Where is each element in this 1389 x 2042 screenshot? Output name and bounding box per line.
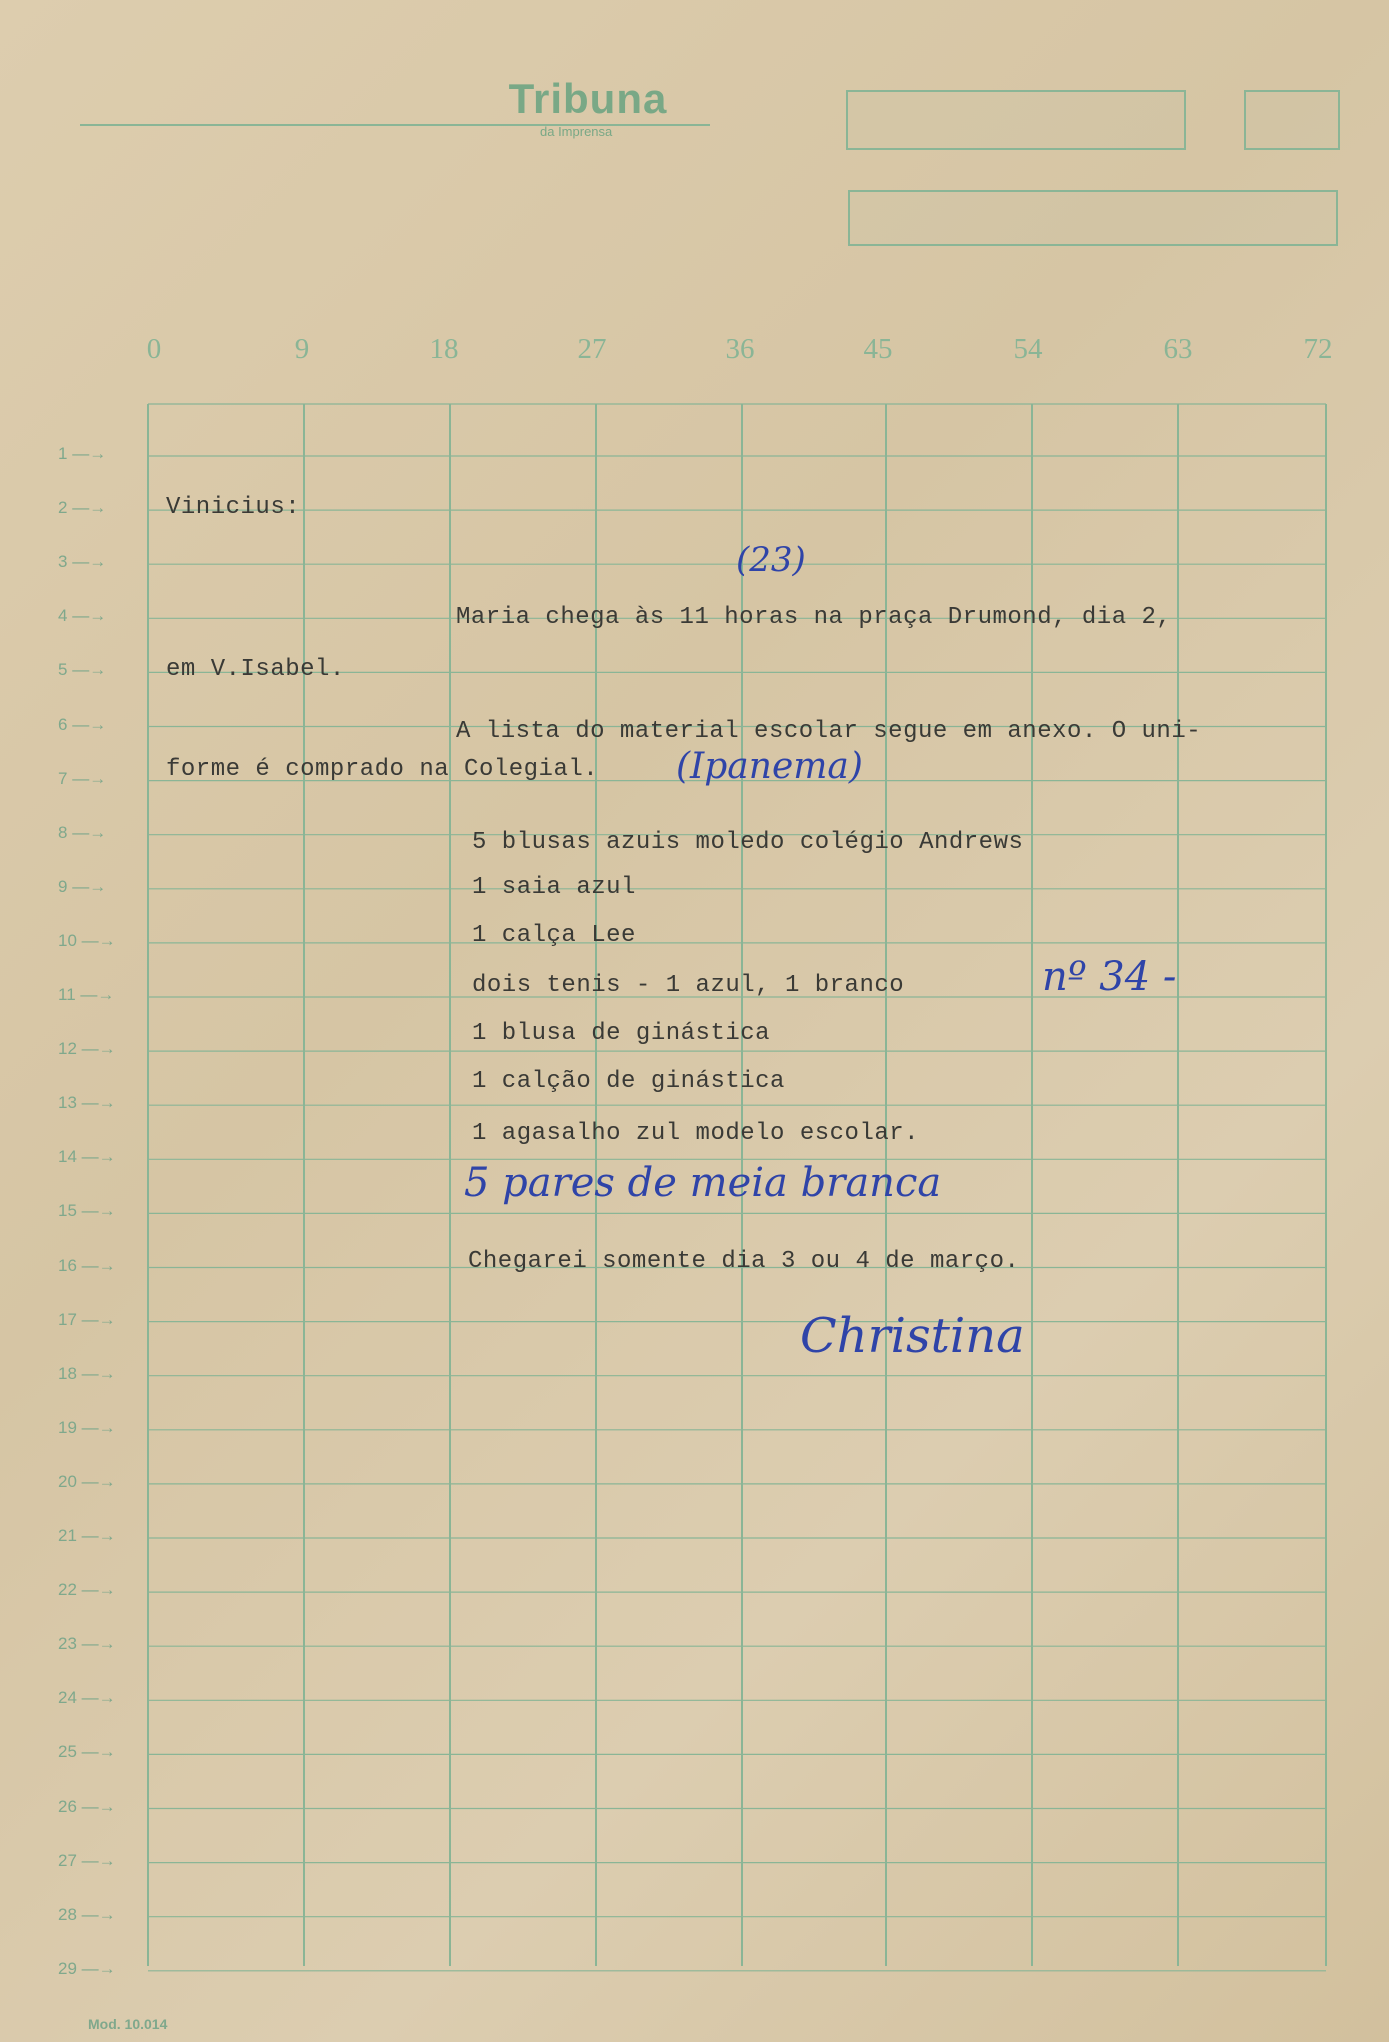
column-number: 45 [863, 333, 893, 365]
row-number-label: 27 [58, 1850, 77, 1870]
row-arrow-icon: —→ [67, 660, 107, 680]
row-number-label: 1 [58, 444, 68, 463]
row-number-label: 29 [58, 1958, 77, 1978]
list-item: 1 blusa de ginástica [472, 1020, 771, 1047]
row-arrow-icon: —→ [76, 1417, 116, 1437]
handwritten-size-note: nº 34 - [1042, 954, 1177, 1000]
row-number-label: 5 [58, 660, 68, 680]
row-number [58, 1742, 148, 1762]
closing-line: Chegarei somente dia 3 ou 4 de março. [468, 1248, 1020, 1275]
paragraph-1-line-1: Maria chega às 11 horas na praça Drumond, dia 2, [456, 604, 1172, 631]
newspaper-logo: Tribuna [508, 75, 668, 122]
handwritten-added-item: 5 pares de meia branca [464, 1160, 942, 1206]
row-number-label: 21 [58, 1526, 77, 1545]
handwritten-store-note: (Ipanema) [676, 746, 863, 787]
row-number-label: 25 [58, 1742, 77, 1762]
row-arrow-icon: —→ [76, 1471, 116, 1491]
list-item: 5 blusas azuis moledo colégio Andrews [472, 829, 1024, 856]
salutation: Vinicius: [166, 494, 301, 521]
list-item: dois tenis - 1 azul, 1 branco [472, 972, 905, 999]
row-number-label: 8 [58, 822, 68, 842]
column-number: 54 [1013, 333, 1043, 365]
row-number [58, 1580, 148, 1600]
list-item: 1 saia azul [472, 874, 636, 901]
paragraph-2-line-1: A lista do material escolar segue em anexo. O uni- [456, 718, 1202, 745]
row-number [58, 1526, 148, 1546]
column-number: 72 [1303, 333, 1333, 365]
newspaper-logo-subtitle: da Imprensa [540, 124, 613, 139]
row-number [58, 715, 148, 735]
row-arrow-icon: —→ [76, 930, 116, 950]
row-number-label: 4 [58, 606, 68, 626]
column-number: 27 [577, 333, 607, 365]
row-arrow-icon: —→ [67, 606, 107, 626]
row-number-label: 23 [58, 1634, 77, 1654]
row-number [58, 498, 148, 518]
row-arrow-icon: —→ [76, 1309, 116, 1329]
row-number [58, 985, 148, 1005]
row-arrow-icon: —→ [76, 1850, 116, 1870]
row-number [58, 444, 148, 464]
row-arrow-icon: —→ [67, 768, 107, 788]
row-number-label: 19 [58, 1417, 77, 1437]
paragraph-1-line-2: em V.Isabel. [166, 656, 345, 683]
row-arrow-icon: —→ [76, 1093, 116, 1113]
row-arrow-icon: —→ [67, 876, 107, 896]
row-number-label: 20 [58, 1471, 77, 1491]
row-number [58, 823, 148, 843]
handwritten-time-note: (23) [736, 540, 806, 580]
row-number-label: 6 [58, 714, 68, 734]
row-number-label: 24 [58, 1688, 77, 1708]
row-arrow-icon: —→ [76, 1796, 116, 1816]
row-number [58, 877, 148, 897]
column-number: 18 [429, 333, 459, 365]
row-number-label: 18 [58, 1363, 77, 1383]
row-arrow-icon: —→ [76, 1688, 116, 1708]
row-number [58, 552, 148, 572]
row-number [58, 1039, 148, 1059]
row-arrow-icon: —→ [76, 1255, 116, 1275]
row-number-label: 16 [58, 1255, 77, 1275]
column-number: 36 [725, 333, 755, 365]
row-number [58, 1634, 148, 1654]
row-number-label: 13 [58, 1093, 77, 1113]
row-arrow-icon: —→ [76, 1580, 116, 1600]
row-number [58, 1851, 148, 1871]
row-number [58, 1256, 148, 1276]
row-number [58, 931, 148, 951]
row-number-label: 17 [58, 1309, 77, 1329]
row-arrow-icon: —→ [76, 1147, 116, 1167]
row-number [58, 606, 148, 626]
row-number-label: 9 [58, 876, 68, 896]
paragraph-2-line-2: forme é comprado na Colegial. [166, 756, 599, 783]
row-arrow-icon: —→ [76, 1201, 116, 1221]
row-arrow-icon: —→ [75, 985, 115, 1004]
row-arrow-icon: —→ [67, 822, 107, 842]
row-arrow-icon: —→ [76, 1904, 116, 1924]
row-number [58, 1364, 148, 1384]
form-code: Mod. 10.014 [88, 2016, 168, 2032]
row-number-label: 3 [58, 552, 68, 572]
column-number: 9 [294, 333, 310, 365]
row-number-label: 14 [58, 1147, 77, 1167]
row-number-label: 10 [58, 930, 77, 950]
row-number [58, 1310, 148, 1330]
row-number [58, 1147, 148, 1167]
column-number: 63 [1163, 333, 1193, 365]
list-item: 1 calção de ginástica [472, 1068, 785, 1095]
row-arrow-icon: —→ [76, 1958, 116, 1978]
row-arrow-icon: —→ [76, 1039, 116, 1059]
row-number [58, 1797, 148, 1817]
row-arrow-icon: —→ [76, 1634, 116, 1654]
row-number [58, 1418, 148, 1438]
row-number-label: 2 [58, 498, 68, 518]
row-arrow-icon: —→ [67, 552, 107, 572]
row-number [58, 1959, 148, 1979]
row-number [58, 1201, 148, 1221]
row-arrow-icon: —→ [67, 444, 107, 463]
row-number-label: 15 [58, 1201, 77, 1221]
row-number [58, 1688, 148, 1708]
row-number [58, 660, 148, 680]
row-number-label: 7 [58, 768, 68, 788]
list-item: 1 agasalho zul modelo escolar. [472, 1120, 920, 1147]
row-arrow-icon: —→ [76, 1363, 116, 1383]
row-number [58, 1093, 148, 1113]
row-arrow-icon: —→ [67, 714, 107, 734]
row-arrow-icon: —→ [67, 498, 107, 518]
row-number [58, 1905, 148, 1925]
column-number: 0 [146, 333, 162, 365]
row-arrow-icon: —→ [76, 1526, 116, 1545]
row-number [58, 769, 148, 789]
row-number-label: 22 [58, 1580, 77, 1600]
row-number-label: 12 [58, 1039, 77, 1059]
row-number-label: 28 [58, 1904, 77, 1924]
handwritten-signature: Christina [800, 1308, 1025, 1364]
row-number [58, 1472, 148, 1492]
row-arrow-icon: —→ [76, 1742, 116, 1762]
list-item: 1 calça Lee [472, 922, 636, 949]
row-number-label: 26 [58, 1796, 77, 1816]
row-number-label: 11 [58, 985, 76, 1004]
